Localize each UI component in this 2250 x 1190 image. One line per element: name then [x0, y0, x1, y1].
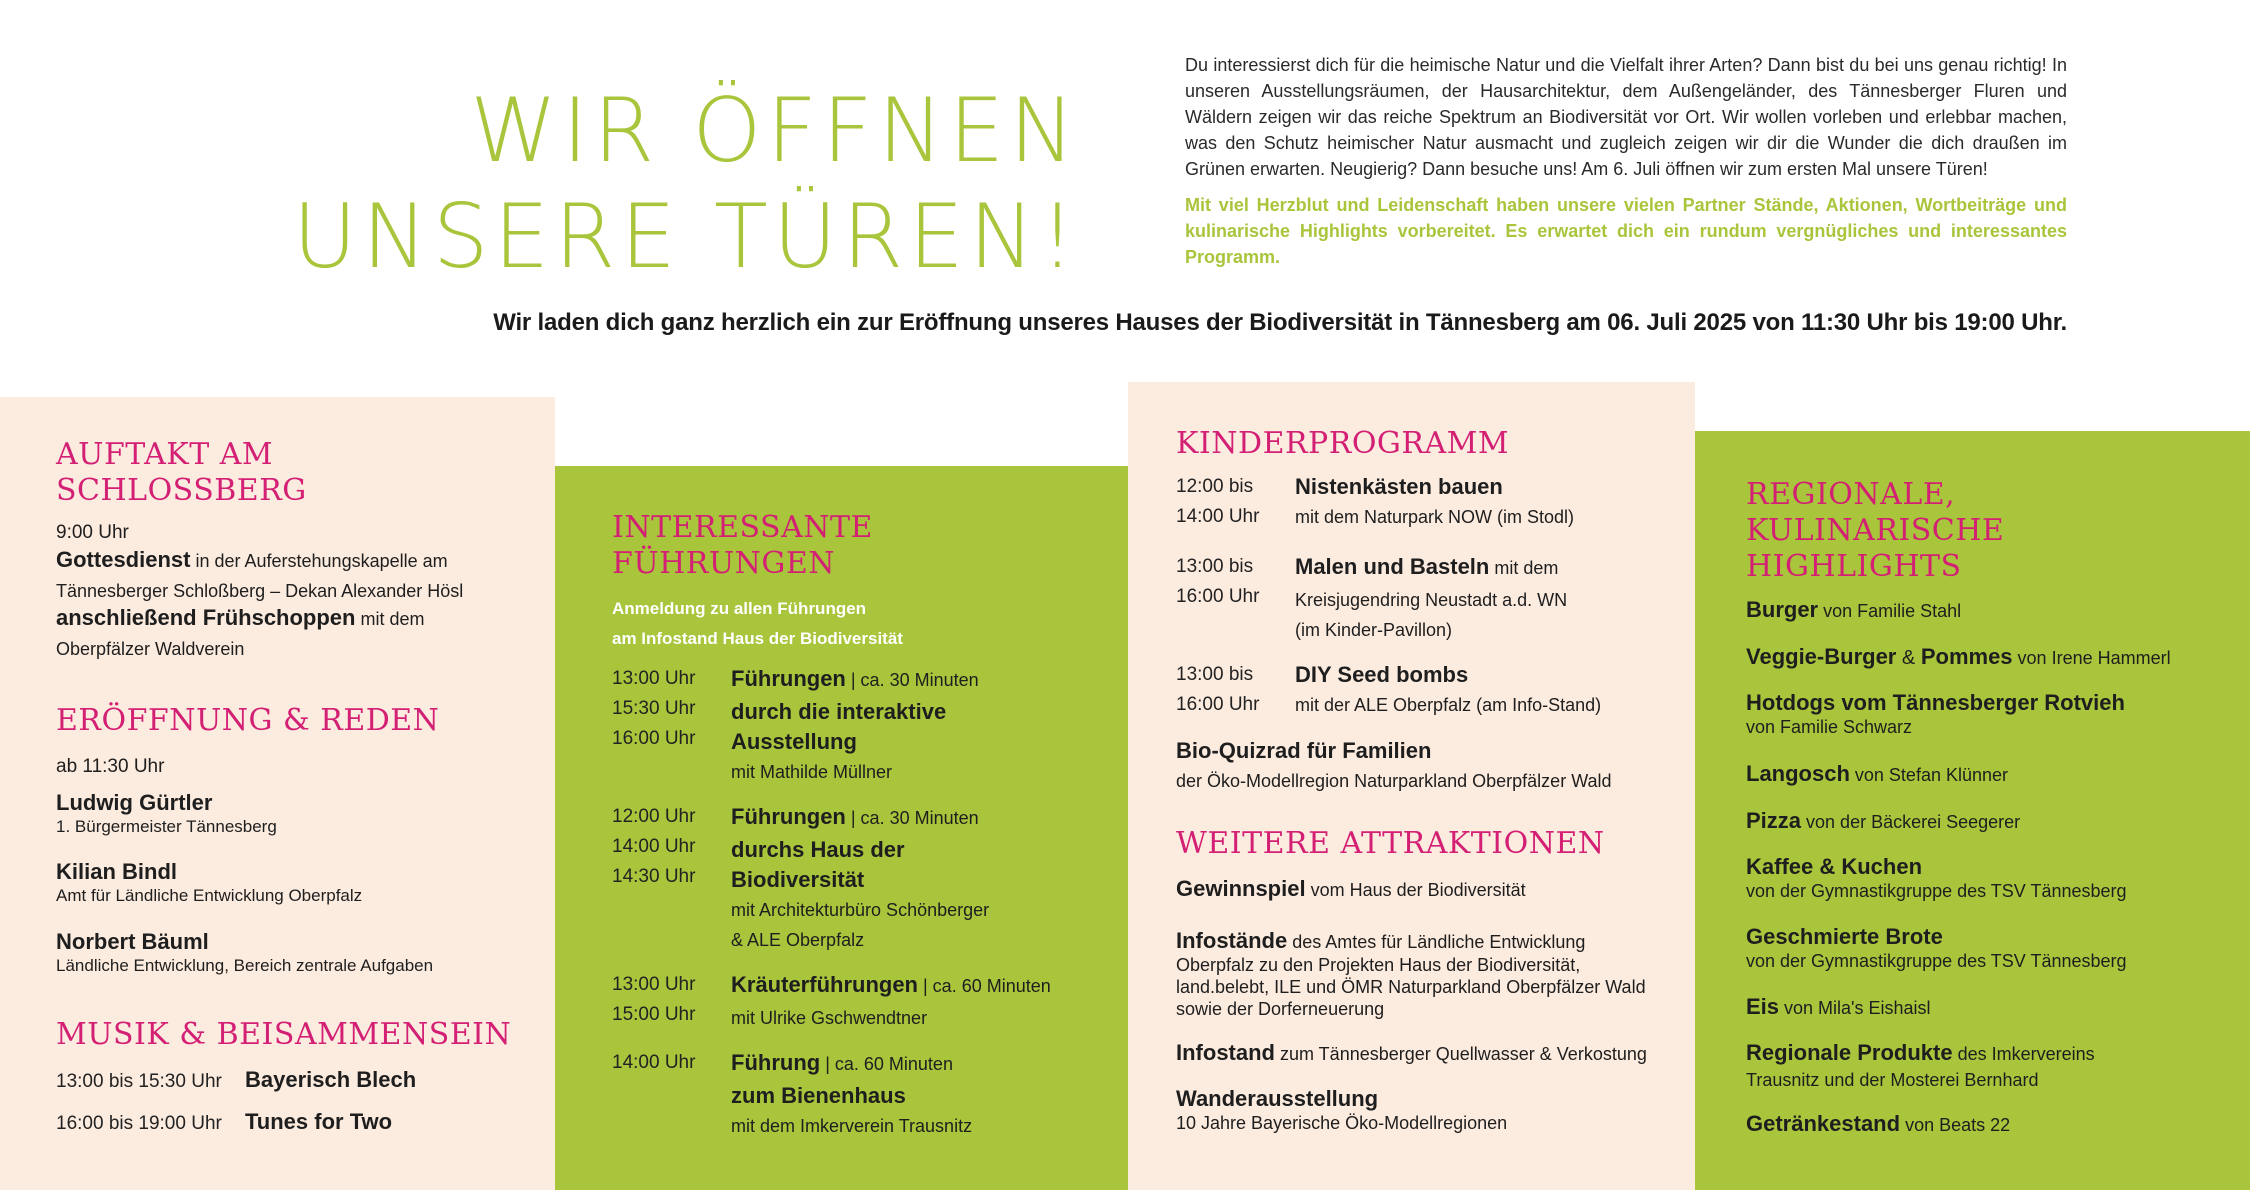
- food-name: Pizza: [1746, 808, 1802, 833]
- tour-times: [612, 802, 695, 892]
- fruehschoppen-detail-2: Oberpfälzer Waldverein: [56, 639, 245, 659]
- kinder-details: [1295, 660, 1601, 720]
- section-title-line: REGIONALE,: [1746, 477, 1956, 512]
- kinder-name: Nistenkästen bauen: [1295, 474, 1503, 499]
- section-title-fuehrungen: [612, 510, 873, 582]
- attraction-item: [1176, 1040, 1647, 1066]
- musik-time: 16:00 bis 19:00 Uhr: [56, 1113, 222, 1134]
- kinder-times: [1176, 472, 1259, 532]
- kinder-times: [1176, 552, 1259, 612]
- food-name: Kaffee & Kuchen: [1746, 854, 1923, 879]
- tour-duration: | ca. 30 Minuten: [845, 808, 979, 828]
- kinder-details: [1295, 472, 1574, 532]
- tour-times: [612, 970, 695, 1030]
- section-title-line: SCHLOSSBERG: [56, 473, 307, 508]
- section-title-line: INTERESSANTE: [612, 510, 873, 545]
- auftakt-time: 9:00 Uhr: [56, 522, 129, 543]
- kinder-name: DIY Seed bombs: [1295, 662, 1469, 687]
- attraction-detail: 10 Jahre Bayerische Öko-Modellregionen: [1176, 1113, 1508, 1133]
- kinder-times: [1176, 660, 1259, 720]
- speaker-item: [56, 929, 433, 977]
- column-kulinarik: [1695, 431, 2250, 1190]
- food-item: [1746, 597, 1961, 623]
- food-vendor: des Imkervereins: [1952, 1044, 2095, 1064]
- food-item: [1746, 644, 2171, 670]
- tour-host: mit Ulrike Gschwendtner: [731, 1008, 928, 1028]
- tour-duration: | ca. 30 Minuten: [845, 670, 979, 690]
- tour-details: [731, 664, 979, 787]
- musik-item: [56, 1067, 416, 1097]
- attraction-detail: zum Tännesberger Quellwasser & Verkostung: [1275, 1044, 1647, 1064]
- kinder-host: mit dem: [1489, 558, 1559, 578]
- gottesdienst-detail-2: Tännesberger Schloßberg – Dekan Alexander Hösl: [56, 581, 464, 601]
- attraction-item: [1176, 876, 1526, 902]
- food-vendor: von Stefan Klünner: [1849, 765, 2009, 785]
- kinder-time: 16:00 Uhr: [1176, 586, 1260, 607]
- food-item: [1746, 1111, 2010, 1137]
- section-title-line: KULINARISCHE: [1746, 513, 2005, 548]
- speaker-role: Amt für Ländliche Entwicklung Oberpfalz: [56, 886, 363, 905]
- food-connector: &: [1896, 647, 1921, 669]
- tour-host: mit Mathilde Müllner: [731, 762, 893, 782]
- tour-name-line: durchs Haus der: [731, 837, 905, 862]
- attraction-item: [1176, 928, 1696, 1020]
- speaker-name: Norbert Bäuml: [56, 929, 209, 954]
- anmeldung-note-line: Anmeldung zu allen Führungen: [612, 599, 867, 618]
- headline-line-2: UNSERE TÜREN!: [292, 185, 1080, 288]
- intro-text: Du interessierst dich für die heimische Natur und die Vielfalt ihrer Arten? Dann bist du bei uns genau richtig! In unseren Ausstellungsräumen, der Hausarchitektur, dem Außengeländer, des Tännesberger Fluren und Wäldern zeigen wir das reiche Spektrum an Biodiversität vor Ort. Wir wollen vorleben und erlebbar machen, was den Schutz heimischer Natur ausmacht und zugleich zeigen wir dir die Wunder die dich draußen im Grünen erwarten. Neugierig? Dann besuche uns! Am 6. Juli öffnen wir zum ersten Mal unsere Türen!: [1185, 55, 2067, 179]
- tour-name: Führungen: [731, 804, 846, 829]
- kinder-host: (im Kinder-Pavillon): [1295, 620, 1453, 640]
- attraction-item: [1176, 1086, 1507, 1134]
- tour-times: [612, 1048, 695, 1078]
- attraction-detail: vom Haus der Biodiversität: [1305, 880, 1526, 900]
- headline-line-1: WIR ÖFFNEN: [470, 79, 1080, 182]
- tour-duration: | ca. 60 Minuten: [918, 976, 1051, 996]
- column-auftakt: [0, 397, 555, 1190]
- attraction-name: Infostände: [1176, 928, 1288, 953]
- attraction-detail: Oberpfalz zu den Projekten Haus der Biodiversität,: [1176, 955, 1581, 975]
- food-item: [1746, 690, 2125, 738]
- tour-time: 14:30 Uhr: [612, 866, 696, 887]
- invitation-line: Wir laden dich ganz herzlich ein zur Eröffnung unseres Hauses der Biodiversität in Tännesberg am 06. Juli 2025 von 11:30 Uhr bis 19:00 Uhr.: [493, 309, 2067, 336]
- kinder-time: 12:00 bis: [1176, 476, 1254, 497]
- section-title-auftakt: [56, 437, 307, 509]
- quiz-name: Bio-Quizrad für Familien: [1176, 738, 1432, 763]
- food-item: [1746, 924, 2127, 972]
- section-title-kulinarik: [1746, 477, 2004, 585]
- musik-name: Bayerisch Blech: [245, 1067, 417, 1092]
- tour-name-line: zum Bienenhaus: [731, 1083, 906, 1108]
- kinder-time: 13:00 bis: [1176, 664, 1254, 685]
- tour-duration: | ca. 60 Minuten: [820, 1054, 953, 1074]
- speaker-item: [56, 859, 362, 907]
- kinder-time: 13:00 bis: [1176, 556, 1254, 577]
- food-item: [1746, 808, 2020, 834]
- fruehschoppen-detail: mit dem: [355, 609, 425, 629]
- kinder-time: 16:00 Uhr: [1176, 694, 1260, 715]
- quiz-entry: [1176, 736, 1612, 796]
- speaker-name: Ludwig Gürtler: [56, 790, 213, 815]
- food-name: Burger: [1746, 597, 1819, 622]
- anmeldung-note: [612, 594, 903, 654]
- column-fuehrungen: [555, 466, 1128, 1190]
- headline: [293, 78, 1080, 290]
- attraction-name: Infostand: [1176, 1040, 1275, 1065]
- food-vendor: von Familie Schwarz: [1746, 717, 1913, 737]
- tour-time: 13:00 Uhr: [612, 668, 696, 689]
- section-title-line: HIGHLIGHTS: [1746, 549, 1962, 584]
- section-title-eroeffnung: ERÖFFNUNG & REDEN: [56, 703, 440, 738]
- food-vendor: von Beats 22: [1900, 1115, 2011, 1135]
- kinder-details: [1295, 552, 1567, 645]
- attraction-detail: sowie der Dorferneuerung: [1176, 999, 1385, 1019]
- food-name: Hotdogs vom Tännesberger Rotvieh: [1746, 690, 2125, 715]
- tour-time: 14:00 Uhr: [612, 836, 696, 857]
- tour-details: [731, 1048, 972, 1141]
- food-vendor: von der Gymnastikgruppe des TSV Tännesberg: [1746, 881, 2127, 901]
- column-kinderprogramm: [1128, 382, 1695, 1190]
- tour-name: Führung: [731, 1050, 821, 1075]
- tour-time: 13:00 Uhr: [612, 974, 696, 995]
- speaker-role: 1. Bürgermeister Tännesberg: [56, 817, 277, 836]
- musik-item: [56, 1109, 392, 1139]
- food-item: [1746, 761, 2008, 787]
- musik-name: Tunes for Two: [245, 1109, 393, 1134]
- attraction-name: Wanderausstellung: [1176, 1086, 1379, 1111]
- tour-details: [731, 802, 989, 955]
- tour-time: 15:00 Uhr: [612, 1004, 696, 1025]
- food-item: [1746, 994, 1931, 1020]
- speaker-item: [56, 790, 277, 838]
- food-vendor: von Irene Hammerl: [2012, 648, 2171, 668]
- kinder-name: Malen und Basteln: [1295, 554, 1490, 579]
- food-item: [1746, 854, 2127, 902]
- food-name: Regionale Produkte: [1746, 1040, 1953, 1065]
- food-name: Langosch: [1746, 761, 1850, 786]
- section-title-musik: MUSIK & BEISAMMENSEIN: [56, 1017, 512, 1052]
- tour-time: 12:00 Uhr: [612, 806, 696, 827]
- food-name: Veggie-Burger: [1746, 644, 1897, 669]
- musik-time: 13:00 bis 15:30 Uhr: [56, 1071, 222, 1092]
- tour-time: 16:00 Uhr: [612, 728, 696, 749]
- attraction-name: Gewinnspiel: [1176, 876, 1306, 901]
- tour-name: Führungen: [731, 666, 846, 691]
- kinder-host: mit dem Naturpark NOW (im Stodl): [1295, 507, 1575, 527]
- eroeffnung-time: ab 11:30 Uhr: [56, 756, 165, 777]
- tour-time: 15:30 Uhr: [612, 698, 696, 719]
- tour-details: [731, 970, 1051, 1033]
- section-title-line: FÜHRUNGEN: [612, 546, 835, 581]
- section-title-weitere: WEITERE ATTRAKTIONEN: [1176, 826, 1605, 861]
- gottesdienst-detail: in der Auferstehungskapelle am: [190, 551, 448, 571]
- tour-name: Kräuterführungen: [731, 972, 918, 997]
- food-item: [1746, 1040, 2095, 1091]
- food-vendor: von Familie Stahl: [1818, 601, 1962, 621]
- anmeldung-note-line: am Infostand Haus der Biodiversität: [612, 629, 903, 648]
- tour-times: [612, 664, 695, 754]
- tour-host: & ALE Oberpfalz: [731, 930, 865, 950]
- tour-name-line: Ausstellung: [731, 729, 857, 754]
- food-vendor: von Mila's Eishaisl: [1779, 998, 1931, 1018]
- food-vendor: von der Gymnastikgruppe des TSV Tännesberg: [1746, 951, 2127, 971]
- food-name: Getränkestand: [1746, 1111, 1901, 1136]
- gottesdienst-label: Gottesdienst: [56, 547, 191, 572]
- fruehschoppen-label: anschließend Frühschoppen: [56, 605, 356, 630]
- food-name: Eis: [1746, 994, 1780, 1019]
- kinder-host: mit der ALE Oberpfalz (am Info-Stand): [1295, 695, 1602, 715]
- speaker-name: Kilian Bindl: [56, 859, 177, 884]
- intro-highlight-text: Mit viel Herzblut und Leidenschaft haben unsere vielen Partner Stände, Aktionen, Wortbeiträge und kulinarische Highlights vorbereitet. Es erwartet dich ein rundum vergnügliches und interessantes Programm.: [1185, 195, 2067, 267]
- speaker-role: Ländliche Entwicklung, Bereich zentrale Aufgaben: [56, 956, 434, 975]
- fruehschoppen-entry: [56, 605, 546, 662]
- quiz-host: der Öko-Modellregion Naturparkland Oberpfälzer Wald: [1176, 771, 1612, 791]
- section-title-kinder: KINDERPROGRAMM: [1176, 426, 1510, 461]
- food-vendor: von der Bäckerei Seegerer: [1801, 812, 2021, 832]
- kinder-time: 14:00 Uhr: [1176, 506, 1260, 527]
- tour-time: 14:00 Uhr: [612, 1052, 696, 1073]
- kinder-host: Kreisjugendring Neustadt a.d. WN: [1295, 590, 1568, 610]
- food-name: Pommes: [1920, 644, 2013, 669]
- tour-host: mit Architekturbüro Schönberger: [731, 900, 990, 920]
- tour-name-line: durch die interaktive: [731, 699, 947, 724]
- attraction-detail: land.belebt, ILE und ÖMR Naturparkland Oberpfälzer Wald: [1176, 977, 1646, 997]
- attraction-detail: des Amtes für Ländliche Entwicklung: [1287, 932, 1586, 952]
- gottesdienst-entry: [56, 547, 546, 604]
- food-vendor: Trausnitz und der Mosterei Bernhard: [1746, 1070, 2039, 1090]
- section-title-line: AUFTAKT AM: [56, 437, 274, 472]
- food-name: Geschmierte Brote: [1746, 924, 1943, 949]
- tour-name-line: Biodiversität: [731, 867, 865, 892]
- tour-host: mit dem Imkerverein Trausnitz: [731, 1116, 973, 1136]
